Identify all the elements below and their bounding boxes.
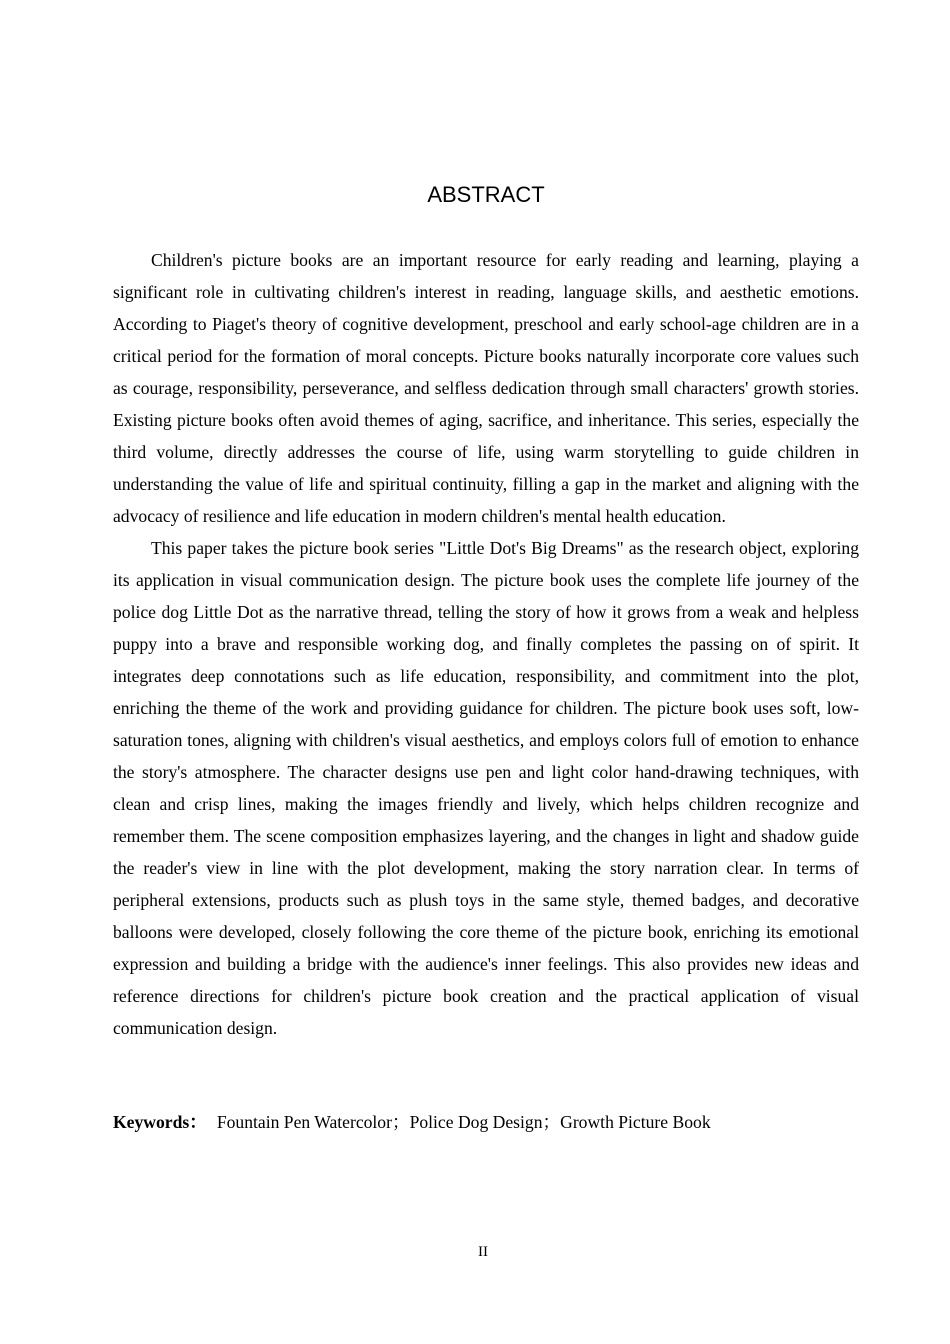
keyword-item: Growth Picture Book [560, 1112, 711, 1132]
abstract-paragraph-1: Children's picture books are an important resource for early reading and learning, playing a significant role in cultivating children's interest in reading, language skills, and aesthetic emotions. According to Piaget's theory of cognitive development, preschool and early school-age children are in a critical period for the formation of moral concepts. Picture books naturally incorporate core values such as courage, responsibility, perseverance, and selfless dedication through small characters' growth stories. Existing picture books often avoid themes of aging, sacrifice, and inheritance. This series, especially the third volume, directly addresses the course of life, using warm storytelling to guide children in understanding the value of life and spiritual continuity, filling a gap in the market and aligning with the advocacy of resilience and life education in modern children's mental health education. [113, 250, 859, 526]
keyword-item: Fountain Pen Watercolor [216, 1112, 392, 1132]
page-number: II [478, 1244, 488, 1260]
keywords-line [113, 1106, 859, 1138]
abstract-paragraph-2: This paper takes the picture book series "Little Dot's Big Dreams" as the research object, exploring its application in visual communication design. The picture book uses the complete life journey of the police dog Little Dot as the narrative thread, telling the story of how it grows from a weak and helpless puppy into a brave and responsible working dog, and finally completes the passing on of spirit. It integrates deep connotations such as life education, responsibility, and commitment into the plot, enriching the theme of the work and providing guidance for children. The picture book uses soft, low-saturation tones, aligning with children's visual aesthetics, and employs colors full of emotion to enhance the story's atmosphere. The character designs use pen and light color hand-drawing techniques, with clean and crisp lines, making the images friendly and lively, which helps children recognize and remember them. The scene composition emphasizes layering, and the changes in light and shadow guide the reader's view in line with the plot development, making the story narration clear. In terms of peripheral extensions, products such as plush toys in the same style, themed badges, and decorative balloons were developed, closely following the core theme of the picture book, enriching its emotional expression and building a bridge with the audience's inner feelings. This also provides new ideas and reference directions for children's picture book creation and the practical application of visual communication design. [113, 538, 859, 1038]
abstract-title: ABSTRACT [427, 182, 545, 207]
keyword-separator: ； [542, 1112, 561, 1132]
keywords-label: Keywords： [113, 1112, 207, 1132]
abstract-body [113, 244, 859, 1044]
keyword-separator: ； [391, 1112, 410, 1132]
keyword-item: Police Dog Design [409, 1112, 543, 1132]
